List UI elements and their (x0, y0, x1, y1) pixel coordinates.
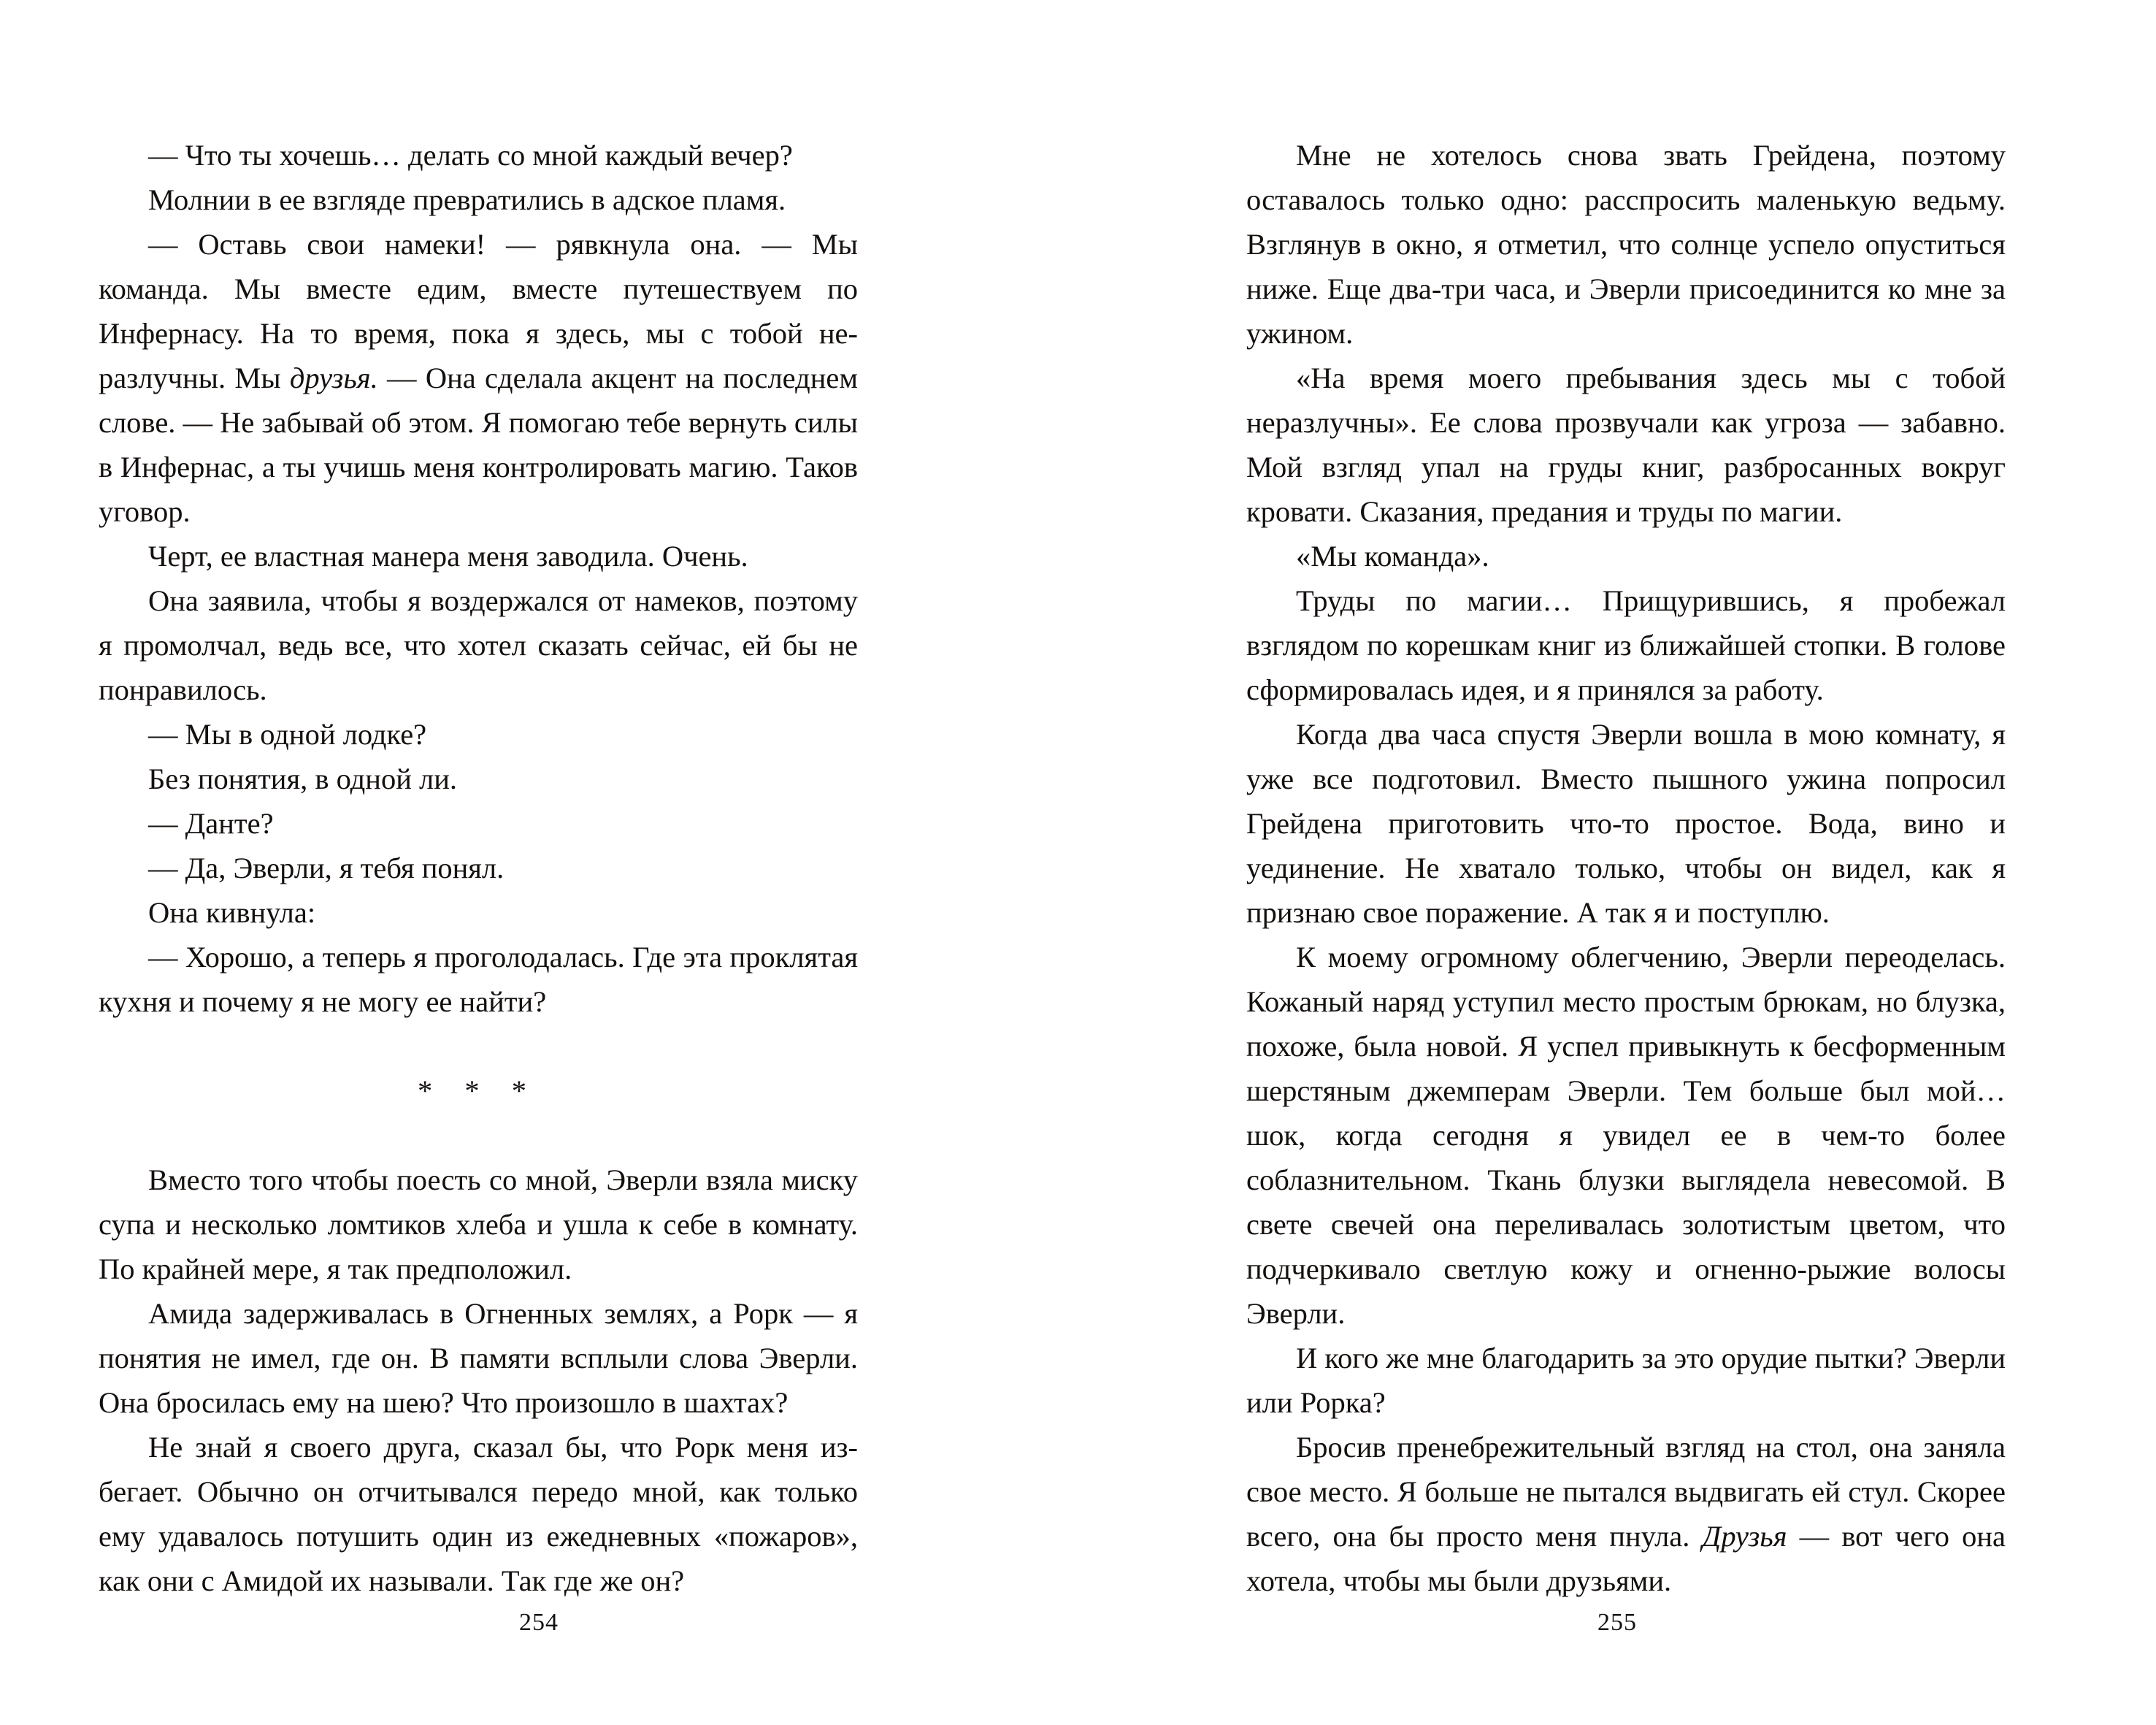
paragraph: Когда два часа спустя Эверли вошла в мою комнату, я уже все подготовил. Вместо пышного ужина попросил Грейдена приготовить что-то простое. Вода, вино и уединение. Не хватало только, чтобы он видел, как я признаю свое поражение. А так я и поступлю. (1246, 718, 2006, 929)
emphasis-text: друзья. (289, 362, 378, 394)
paragraph: — Данте? (148, 807, 274, 840)
paragraph: Она кивнула: (148, 896, 316, 929)
paragraph-list-left-after (99, 1158, 858, 1603)
page-right (1078, 0, 2156, 1725)
paragraph: — Мы в одной лодке? (148, 718, 427, 751)
page-number-left: 254 (518, 1609, 559, 1636)
paragraph: Без понятия, в одной ли. (148, 762, 457, 795)
paragraph: Не знай я своего друга, сказал бы, что Рорк меня избегает. Обычно он отчитывался передо мной, как только ему удавалось потушить один из ежедневных «пожаров», как они с Амидой их называли. Так где же он? (99, 1431, 858, 1597)
paragraph: Бросив пренебрежительный взгляд на стол, она заняла свое место. Я больше не пытался выдвигать ей стул. Скорее всего, она бы просто меня пнула. Друзья — вот чего она хотела, чтобы мы были друзьями. (1246, 1431, 2006, 1597)
paragraph: К моему огромному облегчению, Эверли переоделась. Кожаный наряд уступил место простым брюкам, но блузка, похоже, была новой. Я успел привыкнуть к бесформенным шерстяным джемперам Эверли. Тем больше был мой… шок, когда сегодня я увидел ее в чем-то более соблазнительном. Ткань блузки выглядела невесомой. В свете свечей она переливалась золотистым цветом, что подчеркивало светлую кожу и огненно-рыжие волосы Эверли. (1246, 941, 2006, 1330)
page-number-right: 255 (1597, 1609, 1638, 1636)
paragraph: «На время моего пребывания здесь мы с тобой неразлучны». Ее слова прозвучали как угроза — забавно. Мой взгляд упал на груды книг, разбросанных вокруг кровати. Сказания, предания и труды по магии. (1246, 362, 2006, 528)
paragraph: Молнии в ее взгляде превратились в адское пламя. (148, 183, 786, 216)
paragraph-list-left (99, 133, 858, 1024)
paragraph: — Что ты хочешь… делать со мной каждый вечер? (148, 139, 793, 172)
scene-separator: * * * (417, 1074, 540, 1107)
paragraph-list-right (1246, 133, 2006, 1603)
paragraph: Она заявила, чтобы я воздержался от намеков, поэтому я промолчал, ведь все, что хотел сказать сейчас, ей бы не понравилось. (99, 584, 858, 706)
emphasis-text: Друзья (1702, 1520, 1787, 1553)
text-block-right (1246, 133, 2006, 1603)
paragraph: — Хорошо, а теперь я проголодалась. Где эта проклятая кухня и почему я не могу ее найти? (99, 941, 858, 1018)
paragraph: Вместо того чтобы поесть со мной, Эверли взяла миску супа и несколько ломтиков хлеба и ушла к себе в комнату. По крайней мере, я так предположил. (99, 1163, 858, 1285)
paragraph: «Мы команда». (1296, 540, 1489, 573)
paragraph: Амида задерживалась в Огненных землях, а Рорк — я понятия не имел, где он. В памяти всплыли слова Эверли. Она бросилась ему на шею? Что произошло в шахтах? (99, 1297, 858, 1419)
text-block-left (99, 133, 858, 1603)
paragraph: — Да, Эверли, я тебя понял. (148, 852, 505, 884)
paragraph: Черт, ее властная манера меня заводила. Очень. (148, 540, 748, 573)
paragraph: — Оставь свои намеки! — рявкнула она. — Мы команда. Мы вместе едим, вместе путешествуем по Инфернасу. На то время, пока я здесь, мы с тобой неразлучны. Мы друзья. — Она сделала акцент на последнем слове. — Не забывай об этом. Я помогаю тебе вернуть силы в Инфернас, а ты учишь меня контролировать магию. Таков уговор. (99, 228, 858, 528)
paragraph: Труды по магии… Прищурившись, я пробежал взглядом по корешкам книг из ближайшей стопки. В голове сформировалась идея, и я принялся за работу. (1246, 584, 2006, 706)
paragraph: И кого же мне благодарить за это орудие пытки? Эверли или Рорка? (1246, 1342, 2006, 1419)
paragraph: Мне не хотелось снова звать Грейдена, поэтому оставалось только одно: расспросить маленькую ведьму. Взглянув в окно, я отметил, что солнце успело опуститься ниже. Еще два-три часа, и Эверли присоединится ко мне за ужином. (1246, 139, 2006, 350)
